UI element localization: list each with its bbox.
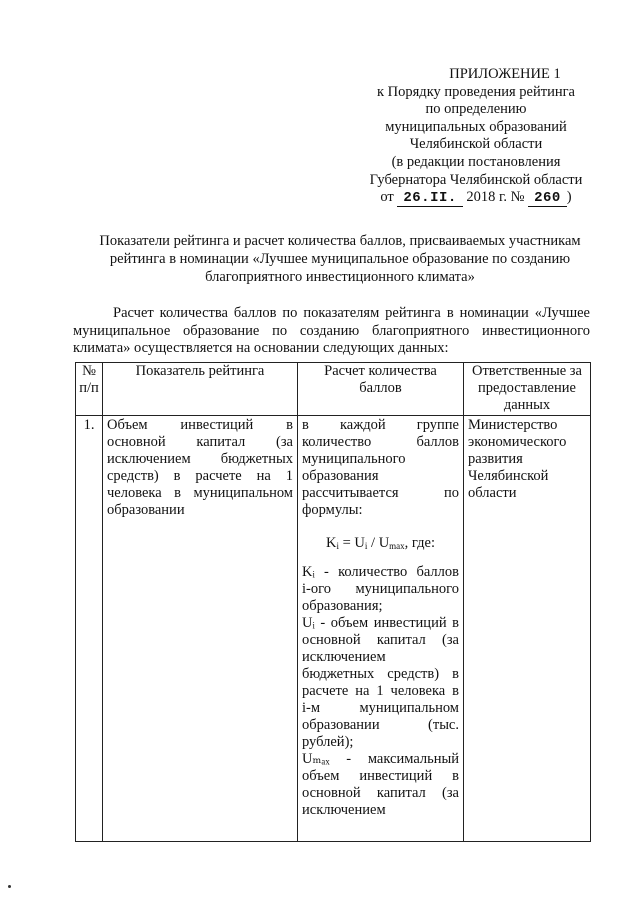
intro-line: климата» осуществляется на основании следующих данных: bbox=[73, 340, 449, 357]
intro-line: муниципальное образование по созданию благоприятного инвестиционного bbox=[73, 322, 590, 339]
from-label: от bbox=[380, 189, 394, 206]
document-title bbox=[74, 233, 606, 286]
row-indicator: Объем инвестиций в основной капитал (за исключением бюджетных средств) в расчете на 1 человека в муниципальном образовании bbox=[103, 416, 298, 842]
annex-line: муниципальных образований bbox=[385, 118, 567, 135]
annex-line: Губернатора Челябинской области bbox=[369, 171, 583, 188]
annex-block bbox=[360, 66, 592, 207]
row-calc: в каждой группе количество баллов муниципального образования рассчитывается по формулы: $K_i = U_i / U_{max}$, где: Kᵢ - количество баллов i-ого муниципального образования; Uᵢ - объем инвестиций в основной капитал (за исключением бюджетных средств) в расчете на 1 человека в i-м муниципальном образовании (тыс. рублей); Uₘₐₓ - максимальный объем инвестиций в основной капитал (за исключением bbox=[298, 416, 464, 842]
annex-line: Челябинской области bbox=[409, 136, 543, 153]
annex-line: по определению bbox=[425, 101, 527, 118]
header-indicator: Показатель рейтинга bbox=[103, 363, 298, 416]
row-num: 1. bbox=[76, 416, 103, 842]
resolution-number: 260 bbox=[528, 191, 567, 207]
table-row bbox=[76, 416, 591, 842]
resolution-date: 26.II. bbox=[397, 191, 462, 207]
indicators-table bbox=[75, 362, 591, 842]
title-line: благоприятного инвестиционного климата» bbox=[205, 268, 475, 285]
title-line: рейтинга в номинации «Лучшее муниципальное образование по созданию bbox=[109, 250, 571, 267]
intro-line: Расчет количества баллов по показателям рейтинга в номинации «Лучшее bbox=[113, 305, 590, 321]
annex-line: к Порядку проведения рейтинга bbox=[377, 83, 575, 100]
annex-line: (в редакции постановления bbox=[391, 153, 561, 170]
table-header-row bbox=[76, 363, 591, 416]
title-line: Показатели рейтинга и расчет количества баллов, присваиваемых участникам bbox=[99, 233, 581, 249]
row-responsible: Министерство экономического развития Челябинской области bbox=[464, 416, 591, 842]
calc-formula: $K_i = U_i / U_{max}$, где: bbox=[326, 535, 435, 551]
close-paren: ) bbox=[566, 189, 572, 206]
header-num: № п/п bbox=[76, 363, 103, 416]
header-calc: Расчет количества баллов bbox=[298, 363, 464, 416]
header-responsible: Ответственные за предоставление данных bbox=[464, 363, 591, 416]
annex-title: ПРИЛОЖЕНИЕ 1 bbox=[449, 66, 561, 82]
intro-paragraph bbox=[73, 305, 590, 358]
annex-signature-line bbox=[360, 189, 592, 207]
resolution-year: 2018 г. № bbox=[466, 189, 525, 206]
scan-dot-mark bbox=[8, 885, 11, 888]
